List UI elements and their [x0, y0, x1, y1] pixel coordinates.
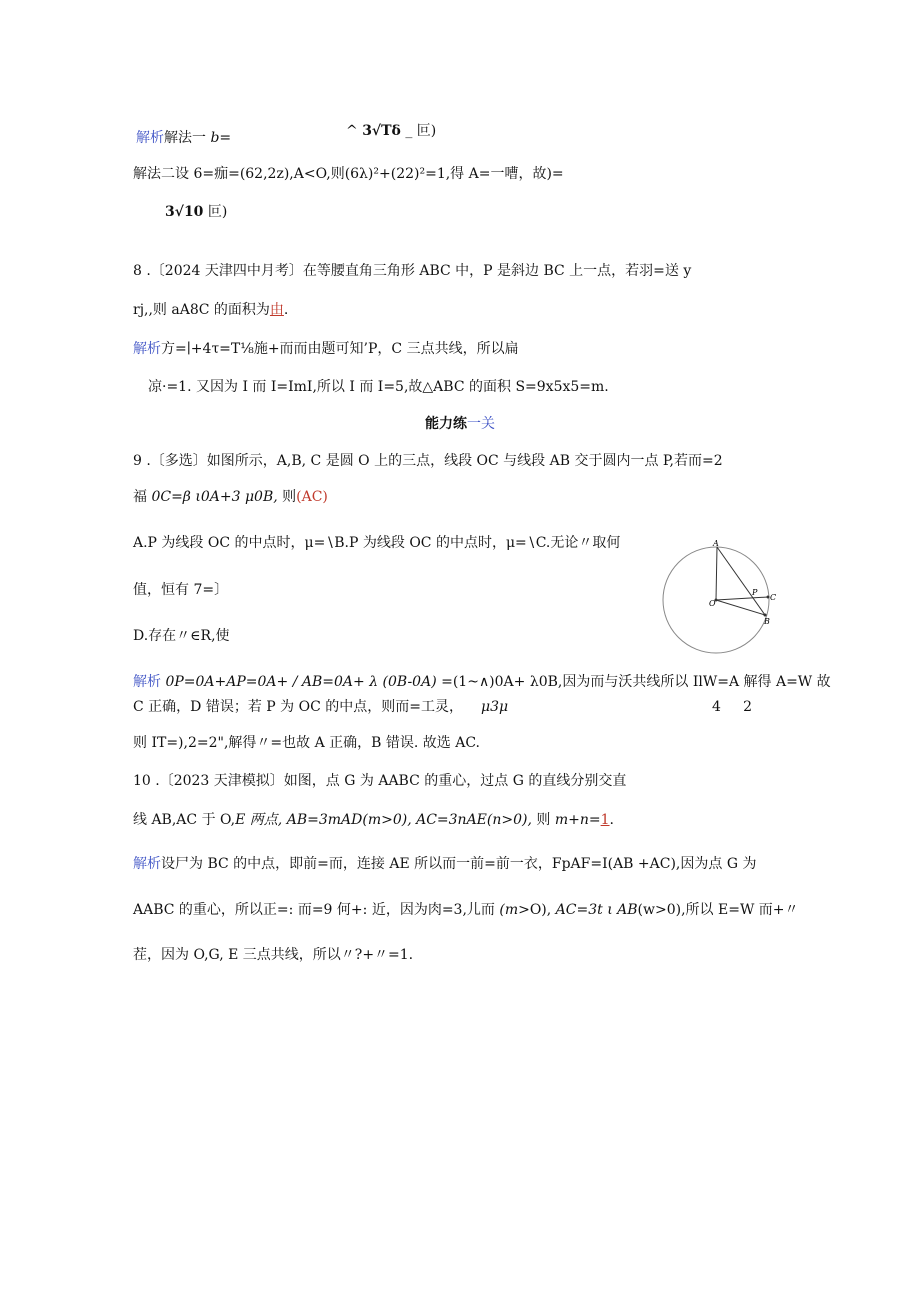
- solution-text: C 正确，D 错误；若 P 为 OC 的中点，则而=工灵，: [133, 699, 463, 715]
- solution-label: 解析: [136, 130, 164, 146]
- label-p: P: [752, 588, 758, 597]
- solution-label: 解析: [133, 856, 161, 872]
- question-8-cont: [133, 300, 288, 320]
- label-a: A: [713, 539, 719, 548]
- solution-line: [133, 339, 519, 359]
- formula: 0P=0A+AP=0A+ / AB=0A+ λ (0B-0A): [161, 674, 442, 690]
- solution-line: 凉·=1. 又因为 I 而 I=ImI,所以 I 而 I=5,故△ABC 的面积 S=9x5x5=m.: [148, 379, 609, 395]
- question-10-cont: [133, 810, 614, 830]
- question-9-cont: [133, 487, 328, 507]
- solution-line: [133, 900, 799, 920]
- formula-part: 3√Tδ: [362, 123, 401, 139]
- question-text: 则: [277, 489, 297, 505]
- formula: AC=3t ι AB: [555, 902, 638, 918]
- solution-text: 解法一: [164, 130, 211, 146]
- option-a-b-c: A.P 为线段 OC 的中点时，μ=∖B.P 为线段 OC 的中点时，μ=∖C.无论〃取何: [133, 535, 621, 551]
- solution-line: [133, 854, 756, 874]
- solution-line: 茬，因为 O,G, E 三点共线，所以〃?+〃=1.: [133, 947, 414, 963]
- solution-text: 设尸为 BC 的中点，即前=而，连接 AE 所以而一前=前一衣，FpAF=I(AB +AC),因为点 G 为: [161, 856, 757, 872]
- answer: 1: [600, 812, 610, 828]
- solution-text: (w>0),所以 E=W 而+〃: [637, 902, 799, 918]
- solution-line: [133, 697, 463, 717]
- formula: (m>: [499, 902, 530, 918]
- solution-line: [133, 672, 831, 692]
- question-8: 8 .〔2024 天津四中月考〕在等腰直角三角形 ABC 中，P 是斜边 BC 上一点，若羽=送 y: [133, 263, 692, 279]
- formula: [346, 121, 436, 141]
- question-text: rj,,则 aA8C 的面积为: [133, 302, 270, 318]
- solution-text: AABC 的重心，所以正=: 而=9 何+: 近，因为肉=3,儿而: [133, 902, 500, 918]
- label-o: O: [709, 599, 716, 608]
- solution-line: 则 IT=),2=2",解得〃=也故 A 正确，B 错误. 故选 AC.: [133, 735, 480, 751]
- answer: 由: [269, 302, 284, 318]
- solution-text: 方=∣+4τ=T⅛施+而而由题可知’P，C 三点共线，所以扁: [161, 341, 519, 357]
- question-text: 线 AB,AC 于 O,: [133, 812, 236, 828]
- segment-ab: [717, 547, 765, 615]
- formula: μ3μ: [481, 699, 509, 715]
- question-9: 9 .〔多选〕如图所示，A,B, C 是圆 O 上的三点，线段 OC 与线段 AB 交于圆内一点 P,若而=2: [133, 453, 723, 469]
- solution-label: 解析: [133, 674, 161, 690]
- solution-line: [136, 128, 231, 148]
- formula-part: _ 叵): [400, 123, 437, 139]
- section-heading: [0, 413, 920, 433]
- formula-part: 叵): [203, 204, 228, 220]
- segment-oc: [716, 597, 768, 600]
- question-10: 10 .〔2023 天津模拟〕如图，点 G 为 AABC 的重心，过点 G 的直线分别交直: [133, 773, 627, 789]
- label-b: B: [764, 617, 770, 626]
- option-d: D.存在〃∈R,使: [133, 628, 230, 644]
- question-text: 则: [531, 812, 555, 828]
- question-text: .: [609, 812, 614, 828]
- math-var: b=: [210, 130, 232, 146]
- circle-figure: [660, 538, 785, 656]
- formula: m+n=: [554, 812, 601, 828]
- formula-part: 3√10: [165, 204, 204, 220]
- solution-label: 解析: [133, 341, 161, 357]
- question-text: 福: [133, 489, 152, 505]
- formula: 0C=β ι0A+3 μ0B,: [151, 489, 278, 505]
- section-title-accent: 一关: [467, 416, 495, 432]
- solution-text: O),: [529, 902, 556, 918]
- formula-part: ^: [346, 123, 363, 139]
- question-text: .: [283, 302, 289, 318]
- formula: E 两点, AB=3mAD(m>0), AC=3nAE(n>0),: [235, 812, 532, 828]
- solution-line: 解法二设 6=痂=(62,2z),A<O,则(6λ)²+(22)²=1,得 A=一嘈，故)=: [133, 166, 564, 182]
- fraction-digits: 4 2: [712, 699, 753, 715]
- formula: [165, 202, 227, 222]
- solution-text: =(1~∧)0A+ λ0B,因为而与沃共线所以 IlW=A 解得 A=W 故: [441, 674, 831, 690]
- option-c-cont: 值，恒有 7=〕: [133, 582, 229, 598]
- label-c: C: [770, 593, 777, 602]
- segment-oa: [716, 547, 717, 600]
- segment-ob: [716, 600, 765, 615]
- answer: (AC): [296, 489, 328, 505]
- section-title: 能力练: [425, 416, 467, 432]
